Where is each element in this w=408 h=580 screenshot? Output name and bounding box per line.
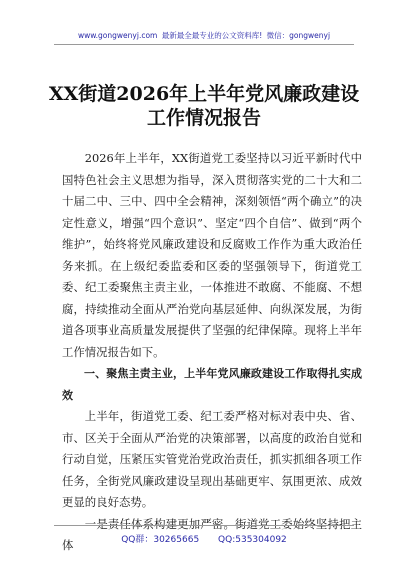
document-title: XX街道2026年上半年党风廉政建设工作情况报告 — [48, 83, 360, 129]
body-paragraph: 上半年，街道党工委、纪工委严格对标对表中央、省、市、区关于全面从严治党的决策部署，以高度的政治自觉和行动自觉，压紧压实管党治党政治责任，抓实抓细各项工作任务，全街党风廉政建设呈现出基础更牢、氛围更浓、成效更显的良好态势。 — [62, 409, 362, 509]
page-header — [0, 30, 408, 41]
site-url: www.gongwenyj.com — [77, 31, 158, 40]
footer-divider — [54, 525, 354, 526]
header-slogan: 最新最全最专业的公文资料库! — [161, 31, 263, 40]
wechat-id: 微信：gongwenyj — [266, 31, 331, 40]
document-body — [62, 148, 362, 557]
qq-number: QQ:535304092 — [218, 535, 287, 545]
body-paragraph: 一是责任体系构建更加严密。街道党工委始终坚持把主体 — [62, 516, 362, 552]
header-divider — [54, 44, 354, 45]
page-footer — [0, 532, 408, 545]
section-heading: 一、聚焦主责主业，上半年党风廉政建设工作取得扎实成效 — [62, 367, 362, 402]
intro-paragraph: 2026年上半年，XX街道党工委坚持以习近平新时代中国特色社会主义思想为指导，深入贯彻落实党的二十大和二十届二中、三中、四中全会精神，深刻领悟“两个确立”的决定性意义，增强“四个意识”、坚定“四个自信”、做到“两个维护”，始终将党风廉政建设和反腐败工作作为重大政治任务来抓。在上级纪委监委和区委的坚强领导下，街道党工委、纪工委聚焦主责主业，一体推进不敢腐、不能腐、不想腐，持续推动全面从严治党向基层延伸、向纵深发展，为街道各项事业高质量发展提供了坚强的纪律保障。现将上半年工作情况报告如下。 — [62, 151, 362, 359]
qq-group: QQ群：30265665 — [121, 535, 200, 545]
